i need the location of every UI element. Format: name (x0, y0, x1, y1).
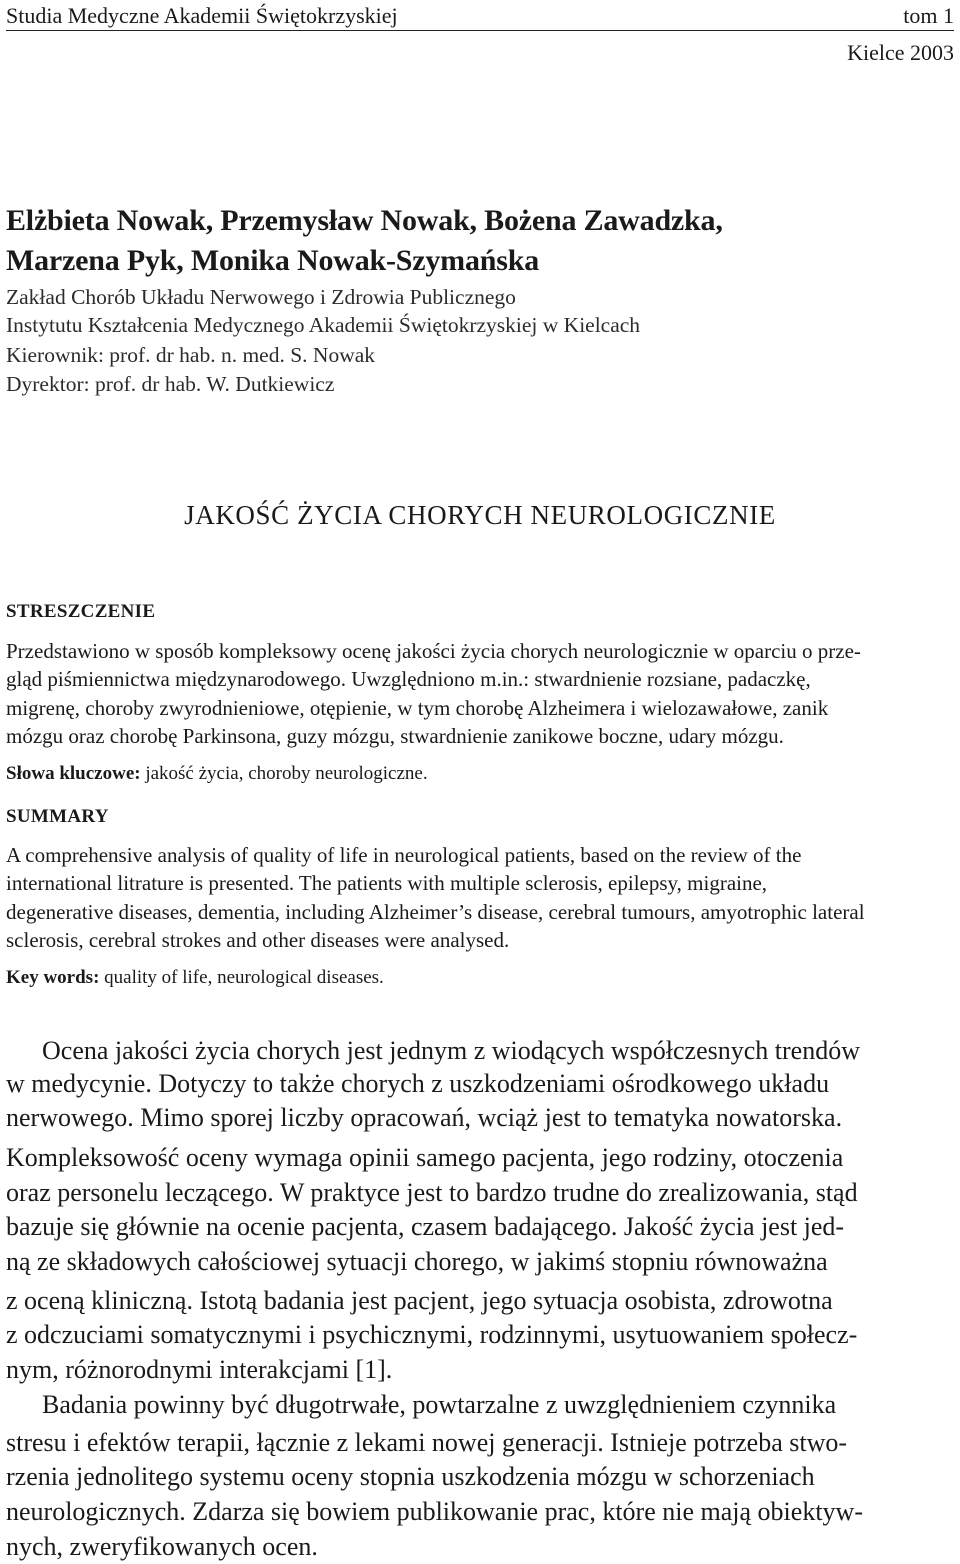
header-rule (6, 30, 954, 31)
authors-line-1: Elżbieta Nowak, Przemysław Nowak, Bożena Zawadzka, (6, 204, 723, 237)
body-line: z oceną kliniczną. Istotą badania jest pacjent, jego sytuacja osobista, zdrowotna (6, 1286, 833, 1315)
article-title: JAKOŚĆ ŻYCIA CHORYCH NEUROLOGICZNIE (184, 500, 776, 530)
body-line: nych, zweryfikowanych ocen. (6, 1532, 318, 1561)
body-line: nym, różnorodnymi interakcjami [1]. (6, 1355, 393, 1384)
body-line: bazuje się głównie na ocenie pacjenta, czasem badającego. Jakość życia jest jed- (6, 1212, 845, 1241)
keywords-pl-label: Słowa kluczowe: (6, 763, 141, 784)
summary-line: sclerosis, cerebral strokes and other diseases were analysed. (6, 928, 510, 952)
abstract-line: migrenę, choroby zwyrodnieniowe, otępienie, w tym chorobę Alzheimera i wielozawałowe, zanik (6, 696, 829, 720)
keywords-pl-text: jakość życia, choroby neurologiczne. (140, 763, 428, 784)
keywords-en-text: quality of life, neurological diseases. (99, 967, 384, 988)
body-line: oraz personelu leczącego. W praktyce jest to bardzo trudne do zrealizowania, stąd (6, 1178, 858, 1207)
abstract-line: mózgu oraz chorobę Parkinsona, guzy mózgu, stwardnienie zanikowe boczne, udary mózgu. (6, 724, 784, 748)
body-line: z odczuciami somatycznymi i psychicznymi, rodzinnymi, usytuowaniem społecz- (6, 1320, 858, 1349)
body-line: stresu i efektów terapii, łącznie z lekami nowej generacji. Istnieje potrzeba stwo- (6, 1428, 848, 1457)
summary-line: degenerative diseases, dementia, including Alzheimer’s disease, cerebral tumours, amyotrophic lateral (6, 900, 865, 924)
journal-name: Studia Medyczne Akademii Świętokrzyskiej (6, 3, 398, 28)
abstract-line: Przedstawiono w sposób kompleksowy ocenę jakości życia chorych neurologicznie w oparciu o prze- (6, 639, 861, 663)
keywords-en-label: Key words: (6, 967, 100, 988)
authors-line-2: Marzena Pyk, Monika Nowak-Szymańska (6, 244, 540, 277)
body-line: Kompleksowość oceny wymaga opinii samego pacjenta, jego rodziny, otoczenia (6, 1143, 844, 1172)
body-line: Badania powinny być długotrwałe, powtarzalne z uwzględnieniem czynnika (42, 1390, 837, 1419)
body-line: rzenia jednolitego systemu oceny stopnia uszkodzenia mózgu w schorzeniach (6, 1462, 815, 1491)
affiliation-line: Dyrektor: prof. dr hab. W. Dutkiewicz (6, 372, 335, 396)
summary-heading: SUMMARY (6, 806, 109, 827)
affiliation-line: Kierownik: prof. dr hab. n. med. S. Nowak (6, 343, 376, 367)
body-line: nerwowego. Mimo sporej liczby opracowań, wciąż jest to tematyka nowatorska. (6, 1103, 843, 1132)
summary-line: A comprehensive analysis of quality of life in neurological patients, based on the review of the (6, 843, 802, 867)
body-line: neurologicznych. Zdarza się bowiem publikowanie prac, które nie mają obiektyw- (6, 1497, 863, 1526)
keywords-en (6, 967, 384, 989)
affiliation-line: Instytutu Kształcenia Medycznego Akademii Świętokrzyskiej w Kielcach (6, 313, 641, 337)
place-year: Kielce 2003 (847, 40, 954, 65)
body-line: w medycynie. Dotyczy to także chorych z uszkodzeniami ośrodkowego układu (6, 1069, 830, 1098)
body-line: ną ze składowych całościowej sytuacji chorego, w jakimś stopniu równoważna (6, 1247, 828, 1276)
streszczenie-heading: STRESZCZENIE (6, 601, 156, 622)
affiliation-line: Zakład Chorób Układu Nerwowego i Zdrowia Publicznego (6, 285, 516, 309)
keywords-pl (6, 763, 428, 785)
volume-label: tom 1 (903, 3, 954, 28)
abstract-line: gląd piśmiennictwa międzynarodowego. Uwzględniono m.in.: stwardnienie rozsiane, padaczkę, (6, 667, 811, 691)
summary-line: international litrature is presented. The patients with multiple sclerosis, epilepsy, migraine, (6, 871, 768, 895)
body-line: Ocena jakości życia chorych jest jednym z wiodących współczesnych trendów (42, 1036, 860, 1065)
